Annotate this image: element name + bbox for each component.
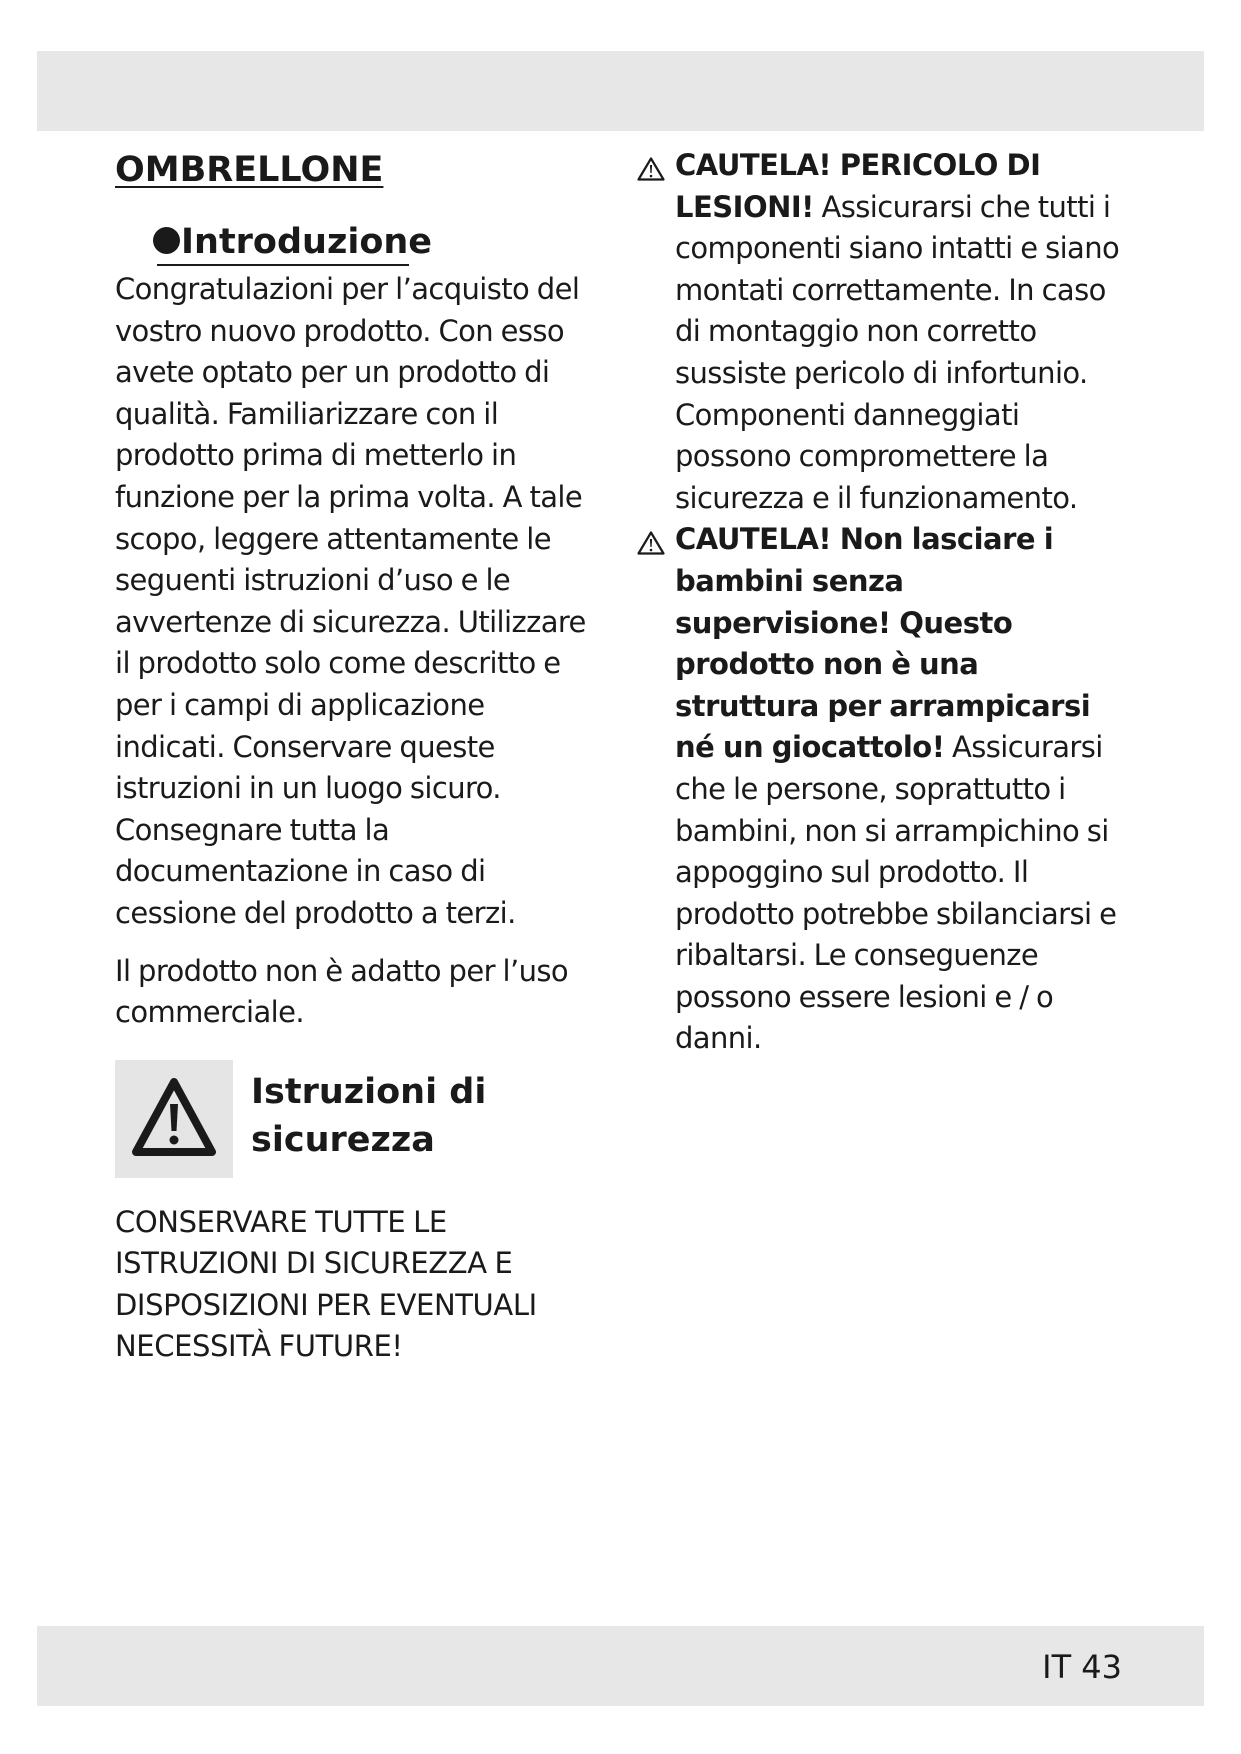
warning-item xyxy=(636,145,1126,519)
safety-heading xyxy=(251,1068,486,1164)
intro-heading xyxy=(115,218,432,266)
bullet-icon xyxy=(153,227,180,254)
warning-triangle-icon xyxy=(115,1060,233,1178)
warning-title: CAUTELA! Non lasciare i bambini senza supervisione! Questo prodotto non è una struttura per arrampicarsi né un giocattolo! xyxy=(675,522,1091,765)
warning-title: CAUTELA! PERICOLO DI LESIONI! xyxy=(675,148,1041,224)
intro-paragraph: Congratulazioni per l’acquisto del vostro nuovo prodotto. Con esso avete optato per un prodotto di qualità. Familiarizzare con il prodotto prima di metterlo in funzione per la prima volta. A tale scopo, leggere attentamente le seguenti istruzioni d’uso e le avvertenze di sicurezza. Utilizzare il prodotto solo come descritto e per i campi di applicazione indicati. Conservare queste istruzioni in un luogo sicuro. Consegnare tutta la documentazione in caso di cessione del prodotto a terzi. xyxy=(115,272,586,930)
keep-instructions-notice: CONSERVARE TUTTE LE ISTRUZIONI DI SICUREZZA E DISPOSIZIONI PER EVENTUALI NECESSITÀ FUTURE! xyxy=(115,1204,537,1364)
warning-text: Assicurarsi che tutti i componenti siano intatti e siano montati correttamente. In caso di montaggio non corretto sussiste pericolo di infortunio. Componenti danneggiati possono compromettere la sicurezza e il funzionamento. xyxy=(675,189,1120,515)
safety-heading-line-1: Istruzioni di xyxy=(251,1071,487,1112)
safety-heading-block xyxy=(115,1060,593,1178)
warning-item xyxy=(636,519,1126,1060)
warning-triangle-icon xyxy=(636,530,666,556)
right-column xyxy=(636,145,1126,1060)
document-title: OMBRELLONE xyxy=(115,150,384,190)
footer-band xyxy=(37,1626,1204,1706)
commercial-use-paragraph: Il prodotto non è adatto per l’uso commerciale. xyxy=(115,953,569,1030)
safety-heading-line-2: sicurezza xyxy=(251,1119,435,1160)
intro-heading-label: Introduzione xyxy=(181,222,433,262)
warning-triangle-icon xyxy=(636,156,666,182)
left-column xyxy=(115,145,593,1368)
page-number: IT 43 xyxy=(1042,1648,1122,1686)
header-band xyxy=(37,51,1204,131)
warning-text: Assicurarsi che le persone, soprattutto i bambini, non si arrampichino si appoggino sul prodotto. Il prodotto potrebbe sbilanciarsi e ribaltarsi. Le conseguenze possono essere lesioni e / o danni. xyxy=(675,730,1117,1056)
